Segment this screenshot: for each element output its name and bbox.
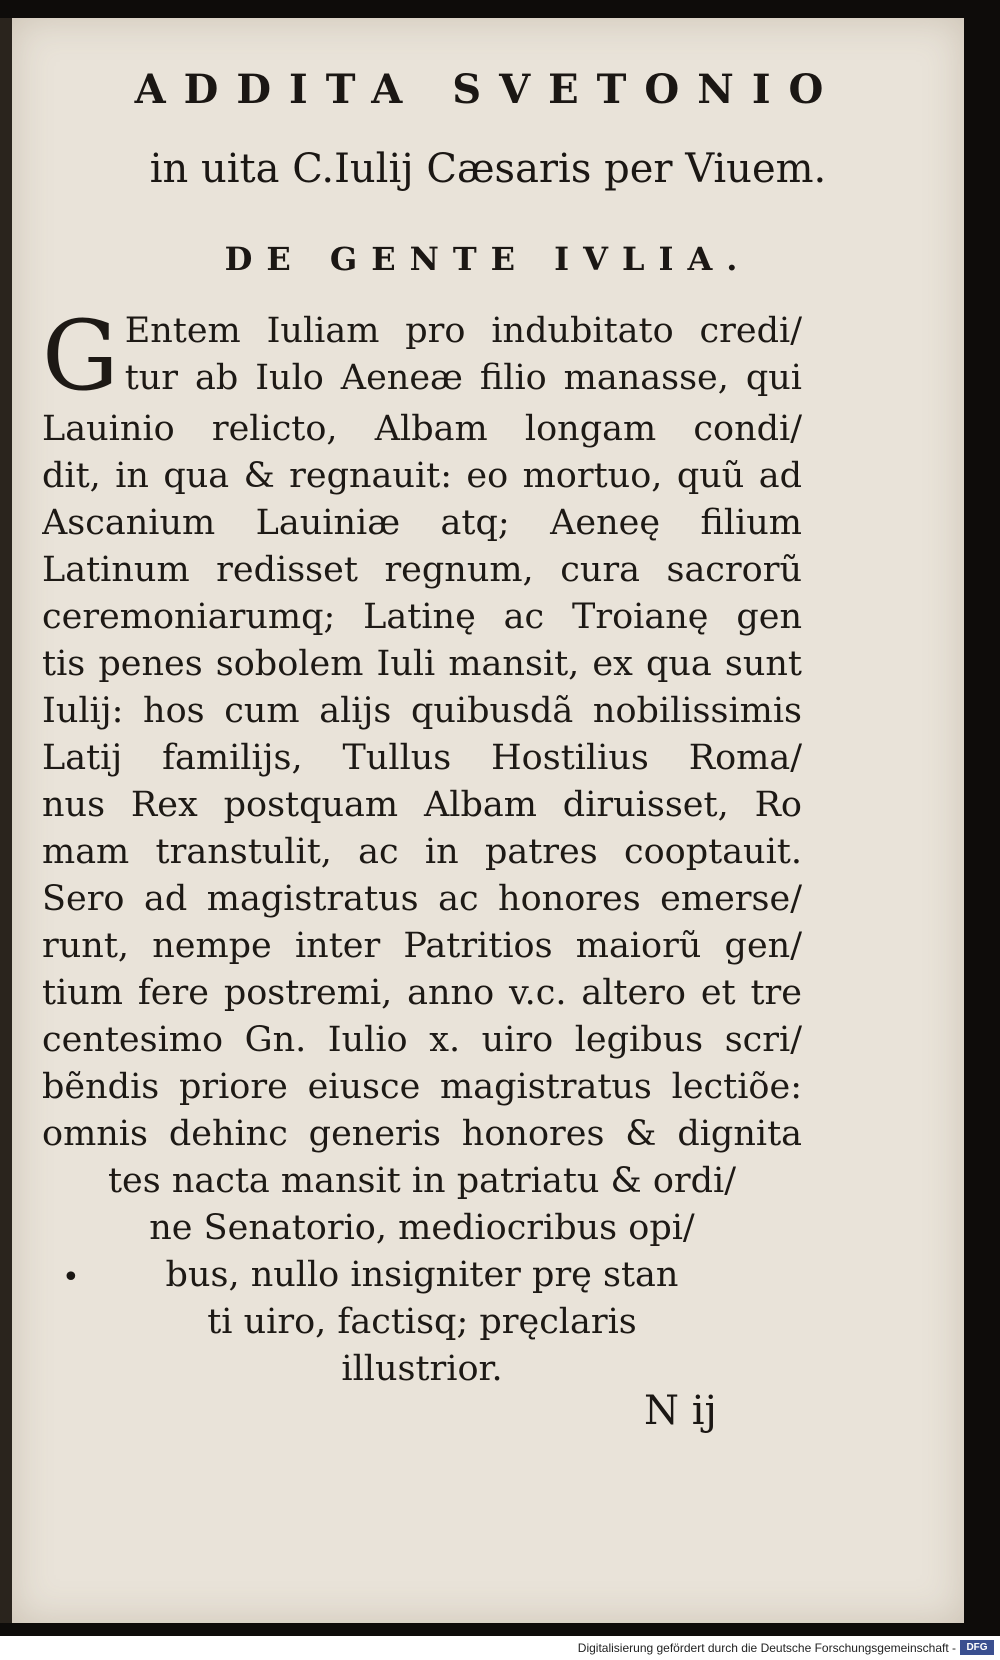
footer-credit: Digitalisierung gefördert durch die Deutsche Forschungsgemeinschaft - (577, 1641, 956, 1655)
dfg-logo-icon: DFG (960, 1640, 994, 1655)
text-line: bẽndis priore eiusce magistratus lectiõe: (42, 1067, 802, 1107)
text-line: tur ab Iulo Aeneæ filio manasse, qui (124, 358, 802, 398)
text-line: ti uiro, factisq; pręclaris (207, 1302, 637, 1342)
text-line: tis penes sobolem Iuli mansit, ex qua sunt (42, 644, 802, 684)
heading-line-2: in uita C.Iulij Cæsaris per Viuem. (149, 146, 827, 192)
text-line: ne Senatorio, mediocribus opi/ (149, 1208, 695, 1248)
book-page (12, 18, 964, 1623)
text-line: dit, in qua & regnauit: eo mortuo, quũ ad (42, 456, 802, 496)
text-line: nus Rex postquam Albam diruisset, Ro (42, 785, 802, 825)
text-line: Iulij: hos cum alijs quibusdã nobilissimis (42, 691, 802, 731)
text-line: omnis dehinc generis honores & dignita (42, 1114, 802, 1154)
text-line: tium fere postremi, anno v.c. altero et tre (42, 973, 802, 1013)
text-line: Latij familijs, Tullus Hostilius Roma/ (42, 738, 802, 778)
text-line: Latinum redisset regnum, cura sacrorũ (42, 550, 802, 590)
text-line: mam transtulit, ac in patres cooptauit. (42, 832, 802, 872)
text-line: tes nacta mansit in patriatu & ordi/ (107, 1161, 737, 1201)
drop-cap: G (42, 308, 119, 406)
text-line: Lauinio relicto, Albam longam condi/ (42, 409, 802, 449)
text-line: illustrior. (341, 1349, 503, 1389)
body-text (42, 308, 802, 1393)
text-line: Ascanium Lauiniæ atq; Aeneę filium (42, 503, 802, 543)
signature-mark: N ij (644, 1388, 717, 1434)
section-heading: DE GENTE IVLIA. (224, 240, 752, 278)
heading-line-1: ADDITA SVETONIO (134, 66, 842, 113)
text-line: centesimo Gn. Iulio x. uiro legibus scri/ (42, 1020, 802, 1060)
text-line: Entem Iuliam pro indubitato credi/ (124, 311, 802, 351)
text-line: ceremoniarumq; Latinę ac Troianę gen (42, 597, 802, 637)
margin-dot: • (62, 1260, 80, 1295)
text-line: Sero ad magistratus ac honores emerse/ (42, 879, 802, 919)
text-line: bus, nullo insigniter prę stan (165, 1255, 679, 1295)
opening-paragraph (42, 308, 802, 406)
text-line: runt, nempe inter Patritios maiorũ gen/ (42, 926, 802, 966)
